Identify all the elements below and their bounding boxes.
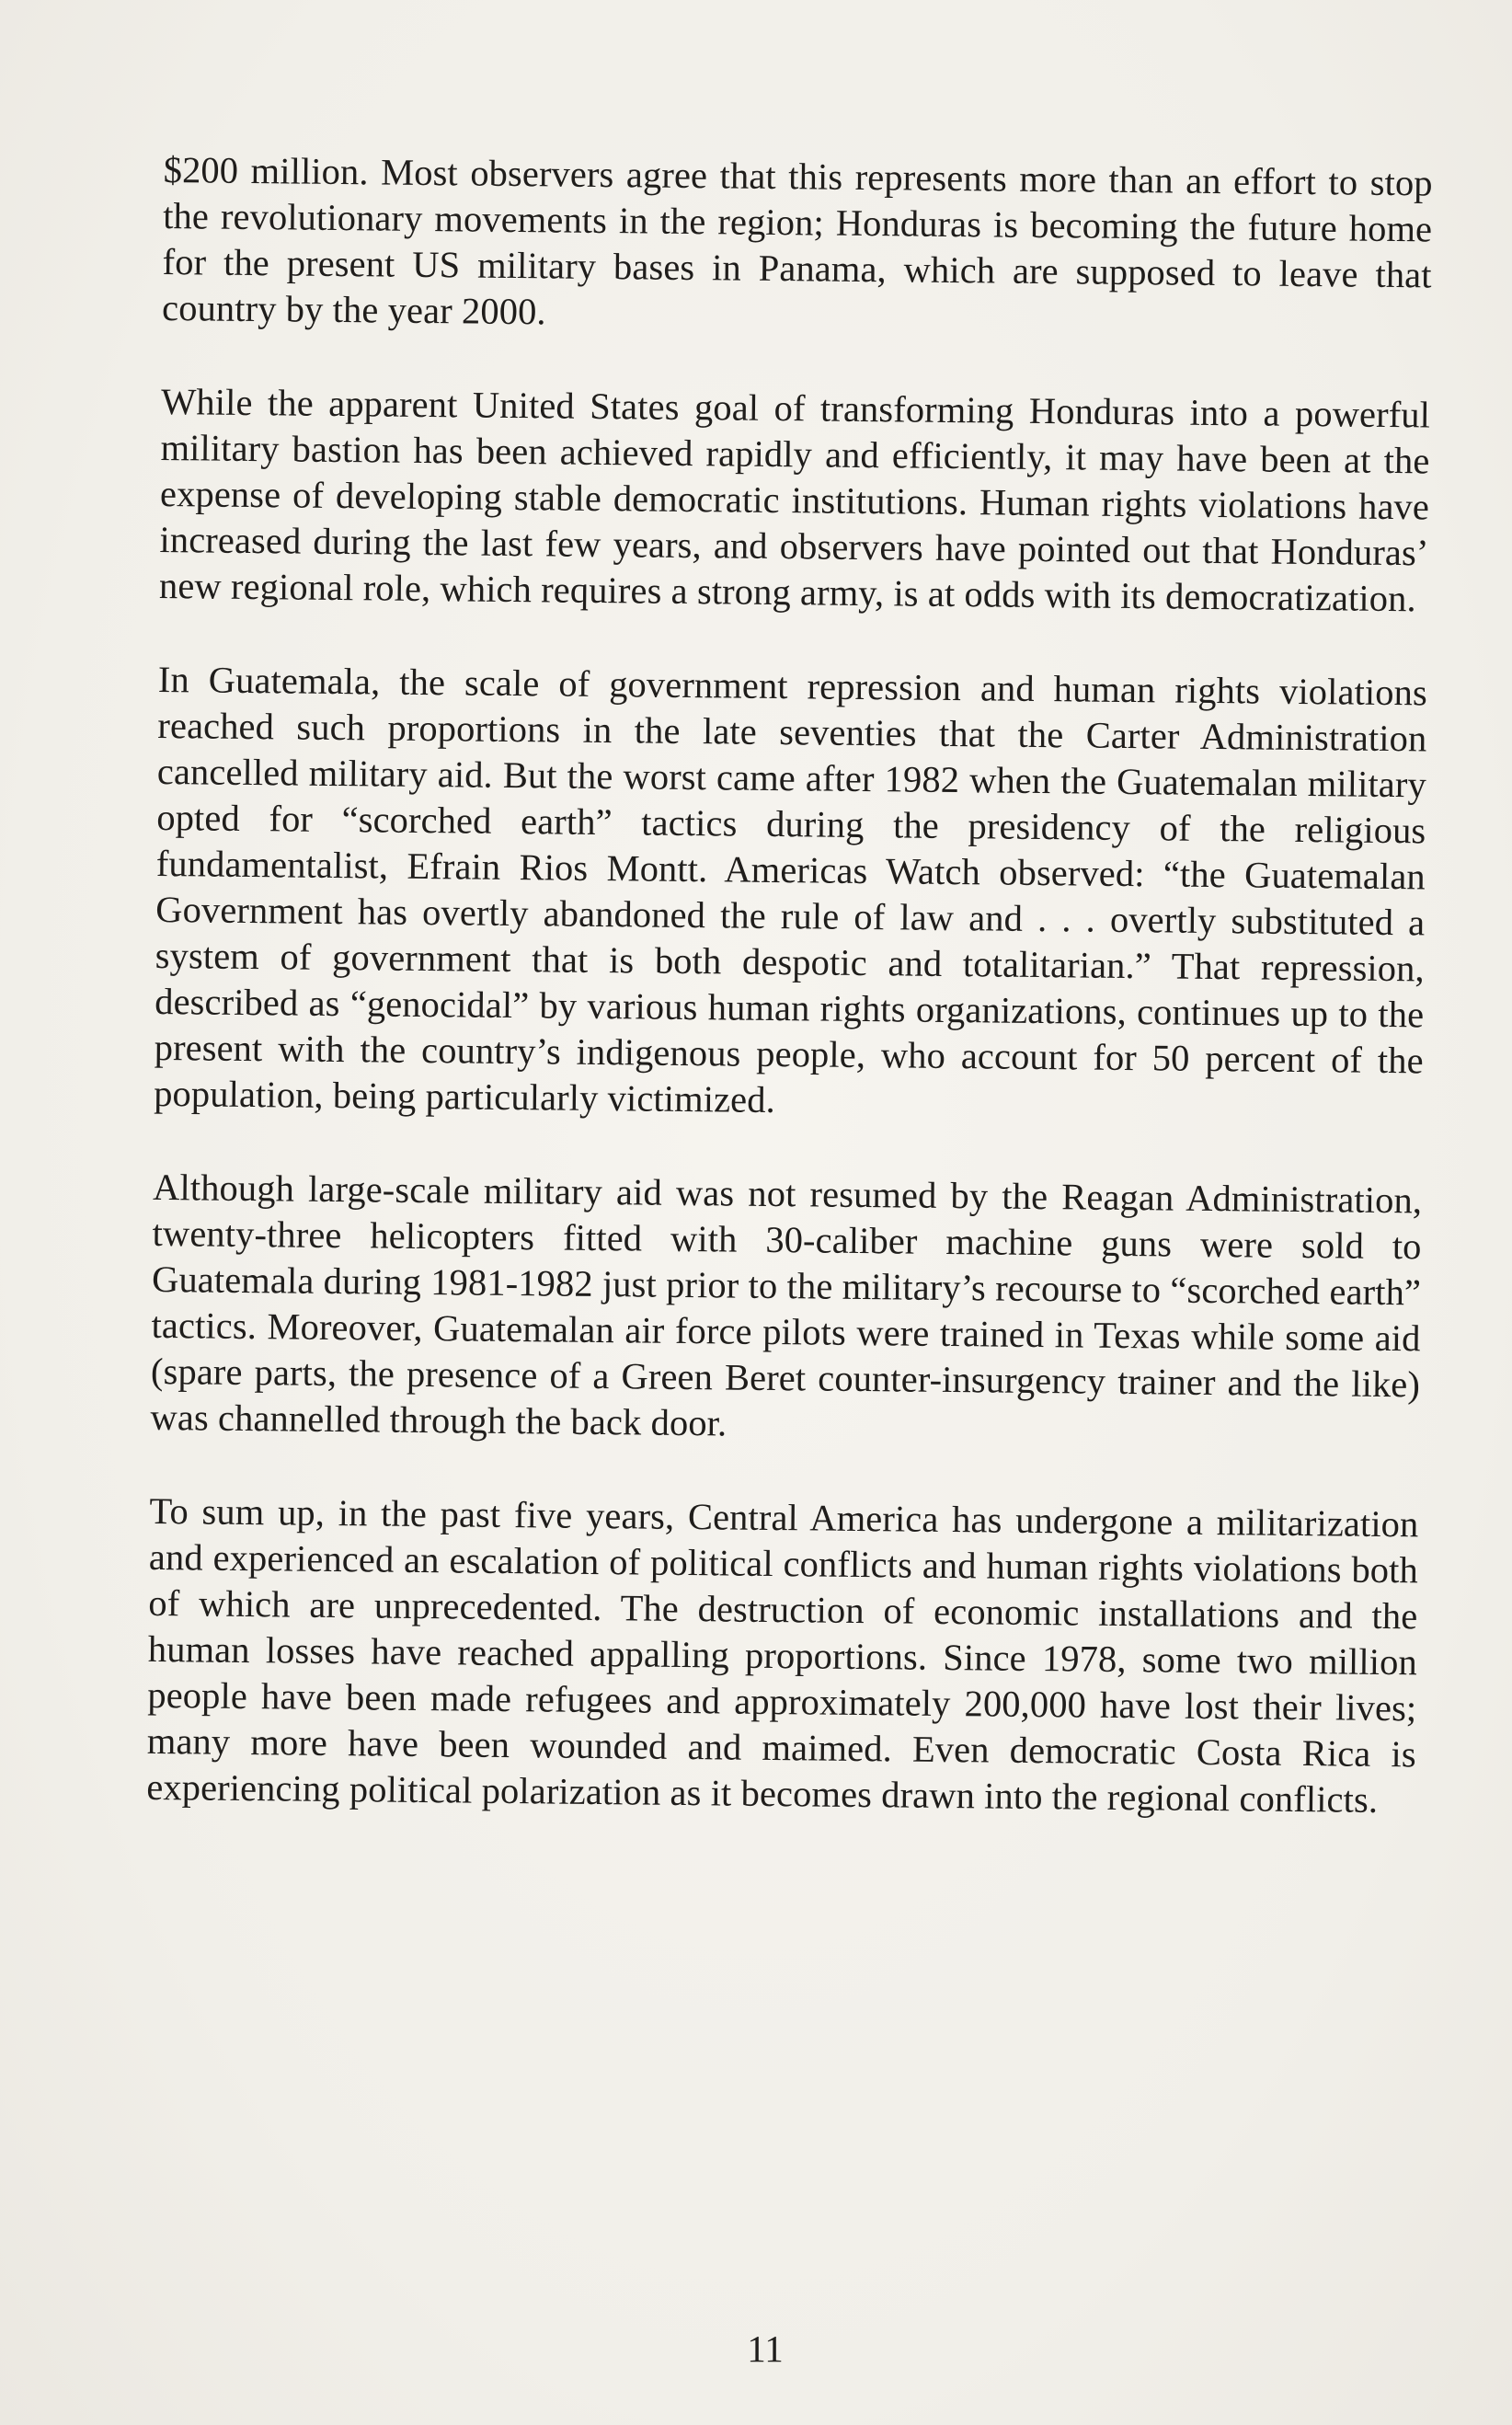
paragraph-honduras-bases: $200 million. Most observers agree that this represents more than an effort to stop the revolutionary movements in the region; Honduras is becoming the future home for the present US military bases in Panama, which are supposed to leave that country by the year 2000. xyxy=(161,148,1433,333)
body-text xyxy=(146,147,1433,1871)
paragraph-guatemala-repression: In Guatemala, the scale of government repression and human rights violations reached such proportions in the late seventies that the Carter Administration cancelled military aid. But the worst came after 1982 when the Guatemalan military opted for “scorched earth” tactics during the presidency of the religious fundamentalist, Efrain Rios Montt. Americas Watch observed: “the Guatemalan Government has overtly abandoned the rule of law and . . . overtly substituted a system of government that is both despotic and totalitarian.” That repression, described as “genocidal” by various human rights organizations, continues up to the present with the country’s indigenous people, who account for 50 percent of the population, being particularly victimized. xyxy=(153,658,1428,1121)
page-number: 11 xyxy=(747,2327,784,2370)
paragraph-summary: To sum up, in the past five years, Central America has undergone a militarization and experienced an escalation of political conflicts and human rights violations both of which are unprecedented. The destruction of economic installations and the human losses have reached appalling proportions. Since 1978, some two million people have been made refugees and approximately 200,000 have lost their lives; many more have been wounded and maimed. Even democratic Costa Rica is experiencing political polarization as it becomes drawn into the regional conflicts. xyxy=(146,1489,1419,1821)
paragraph-guatemala-aid: Although large-scale military aid was not resumed by the Reagan Administration, twenty-three helicopters fitted with 30-caliber machine guns were sold to Guatemala during 1981-1982 just prior to the military’s recourse to “scorched earth” tactics. Moreover, Guatemalan air force pilots were trained in Texas while some aid (spare parts, the presence of a Green Beret counter-insurgency trainer and the like) was channelled through the back door. xyxy=(150,1166,1423,1444)
paragraph-honduras-democracy: While the apparent United States goal of transforming Honduras into a powerful military bastion has been achieved rapidly and efficiently, it may have been at the expense of developing stable democratic institutions. Human rights violations have increased during the last few years, and observers have pointed out that Honduras’ new regional role, which requires a strong army, is at odds with its democratization. xyxy=(158,380,1431,620)
